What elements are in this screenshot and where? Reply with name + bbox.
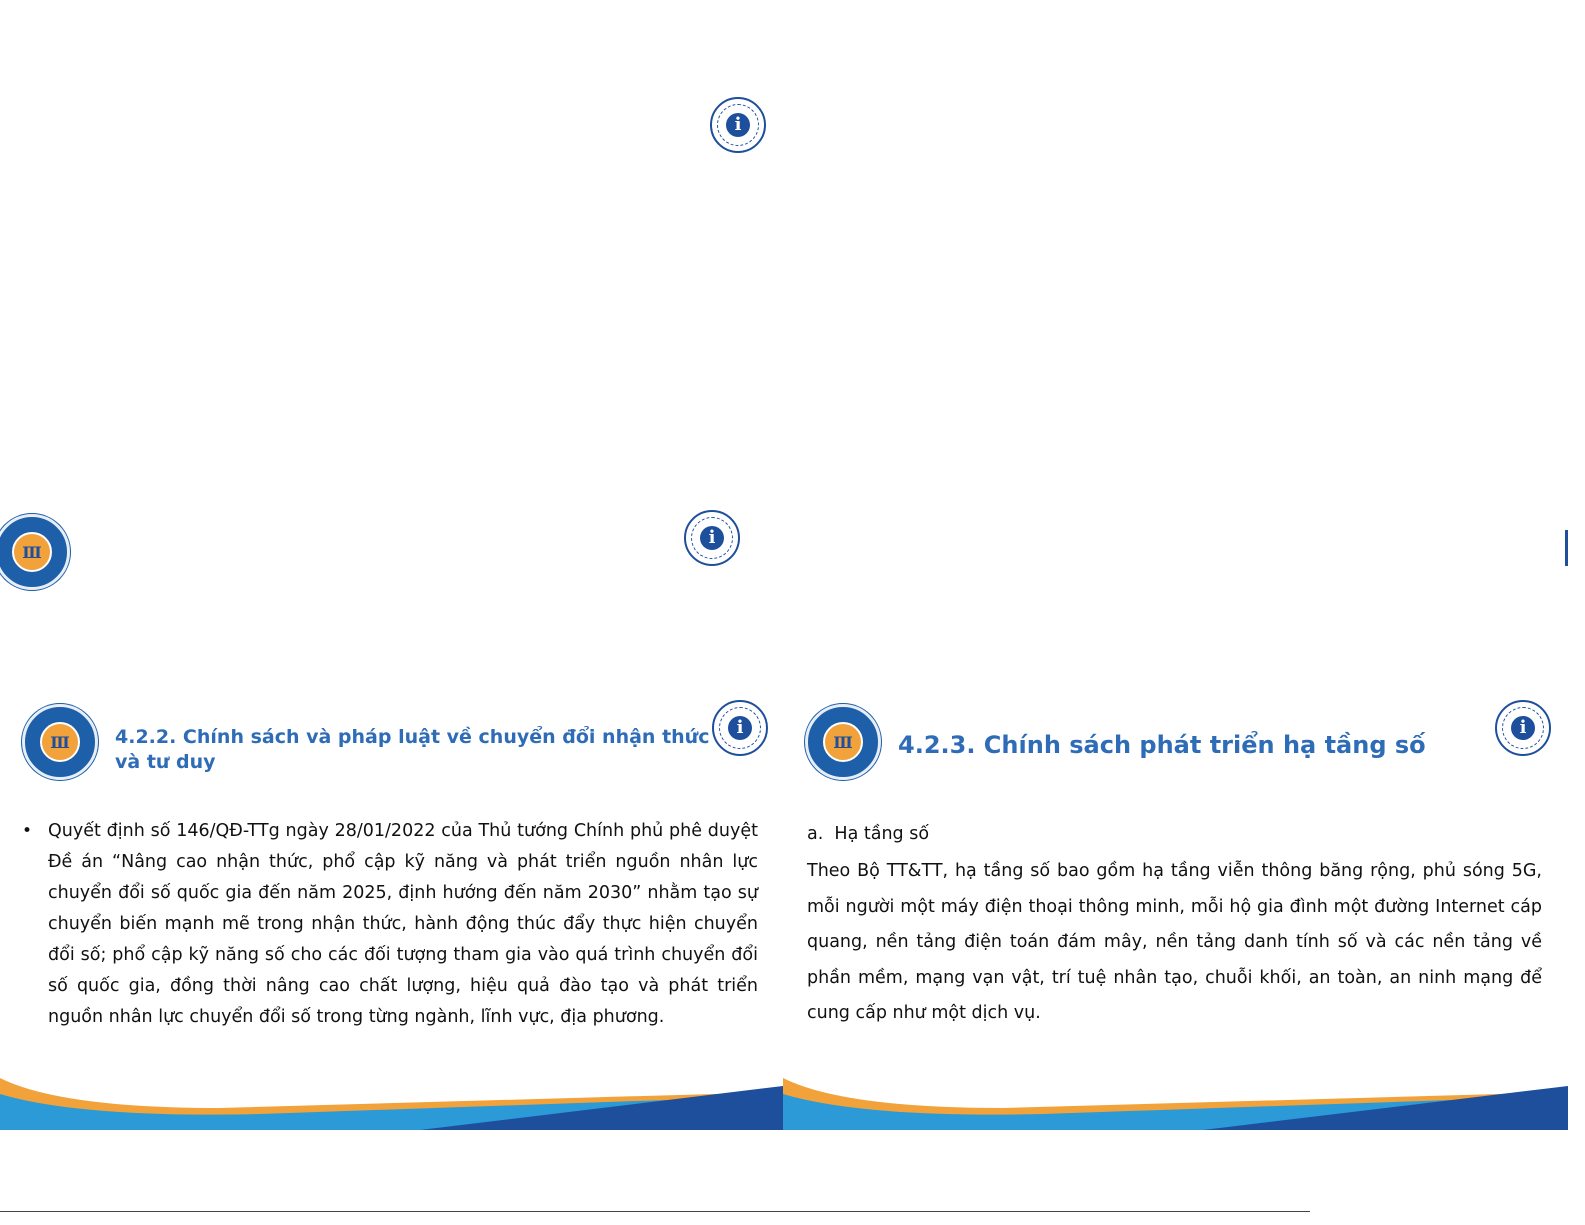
faculty-info-logo-icon: i xyxy=(710,97,766,153)
footer-wave-decoration xyxy=(0,1068,783,1130)
body-paragraph: Theo Bộ TT&TT, hạ tầng số bao gồm hạ tầng viễn thông băng rộng, phủ sóng 5G, mỗi người một máy điện thoại thông minh, mỗi hộ gia đình một đường Internet cáp quang, nền tảng điện toán đám mây, nền tảng danh tính số và các nền tảng về phần mềm, mạng vạn vật, trí tuệ nhân tạo, chuỗi khối, an toàn, an ninh mạng để cung cấp như một dịch vụ. xyxy=(807,861,1542,1023)
bullet-text: Quyết định số 146/QĐ-TTg ngày 28/01/2022 của Thủ tướng Chính phủ phê duyệt Đề án “Nâng cao nhận thức, phổ cập kỹ năng và phát triển nguồn nhân lực chuyển đổi số quốc gia đến năm 2025, định hướng đến năm 2030” nhằm tạo sự chuyển biến mạnh mẽ trong nhận thức, hành động thúc đẩy thực hiện chuyển đổi số; phổ cập kỹ năng số cho các đối tượng tham gia vào quá trình chuyển đổi số quốc gia, đồng thời nâng cao chất lượng, hiệu quả đào tạo và phát triển nguồn nhân lực chuyển đổi số trong từng ngành, lĩnh vực, địa phương. xyxy=(48,821,758,1027)
faculty-info-logo-icon: i xyxy=(1495,700,1551,756)
subheading: a. Hạ tầng số xyxy=(807,824,930,844)
university-logo-icon: Ⅲ xyxy=(22,704,98,780)
section-heading: 4.2.2. Chính sách và pháp luật về chuyển đổi nhận thức và tư duy xyxy=(115,726,710,773)
university-logo-icon: Ⅲ xyxy=(805,704,881,780)
slide-right xyxy=(783,690,1568,1130)
faculty-info-logo-icon: i xyxy=(684,510,740,566)
university-logo-icon: Ⅲ xyxy=(0,514,70,590)
bullet-symbol: • xyxy=(22,821,33,841)
edge-marker xyxy=(1565,530,1568,566)
section-heading: 4.2.3. Chính sách phát triển hạ tầng số xyxy=(898,731,1426,759)
footer-wave-decoration xyxy=(783,1068,1568,1130)
faculty-info-logo-icon: i xyxy=(712,700,768,756)
bottom-divider xyxy=(0,1211,1310,1212)
slide-left xyxy=(0,690,783,1130)
